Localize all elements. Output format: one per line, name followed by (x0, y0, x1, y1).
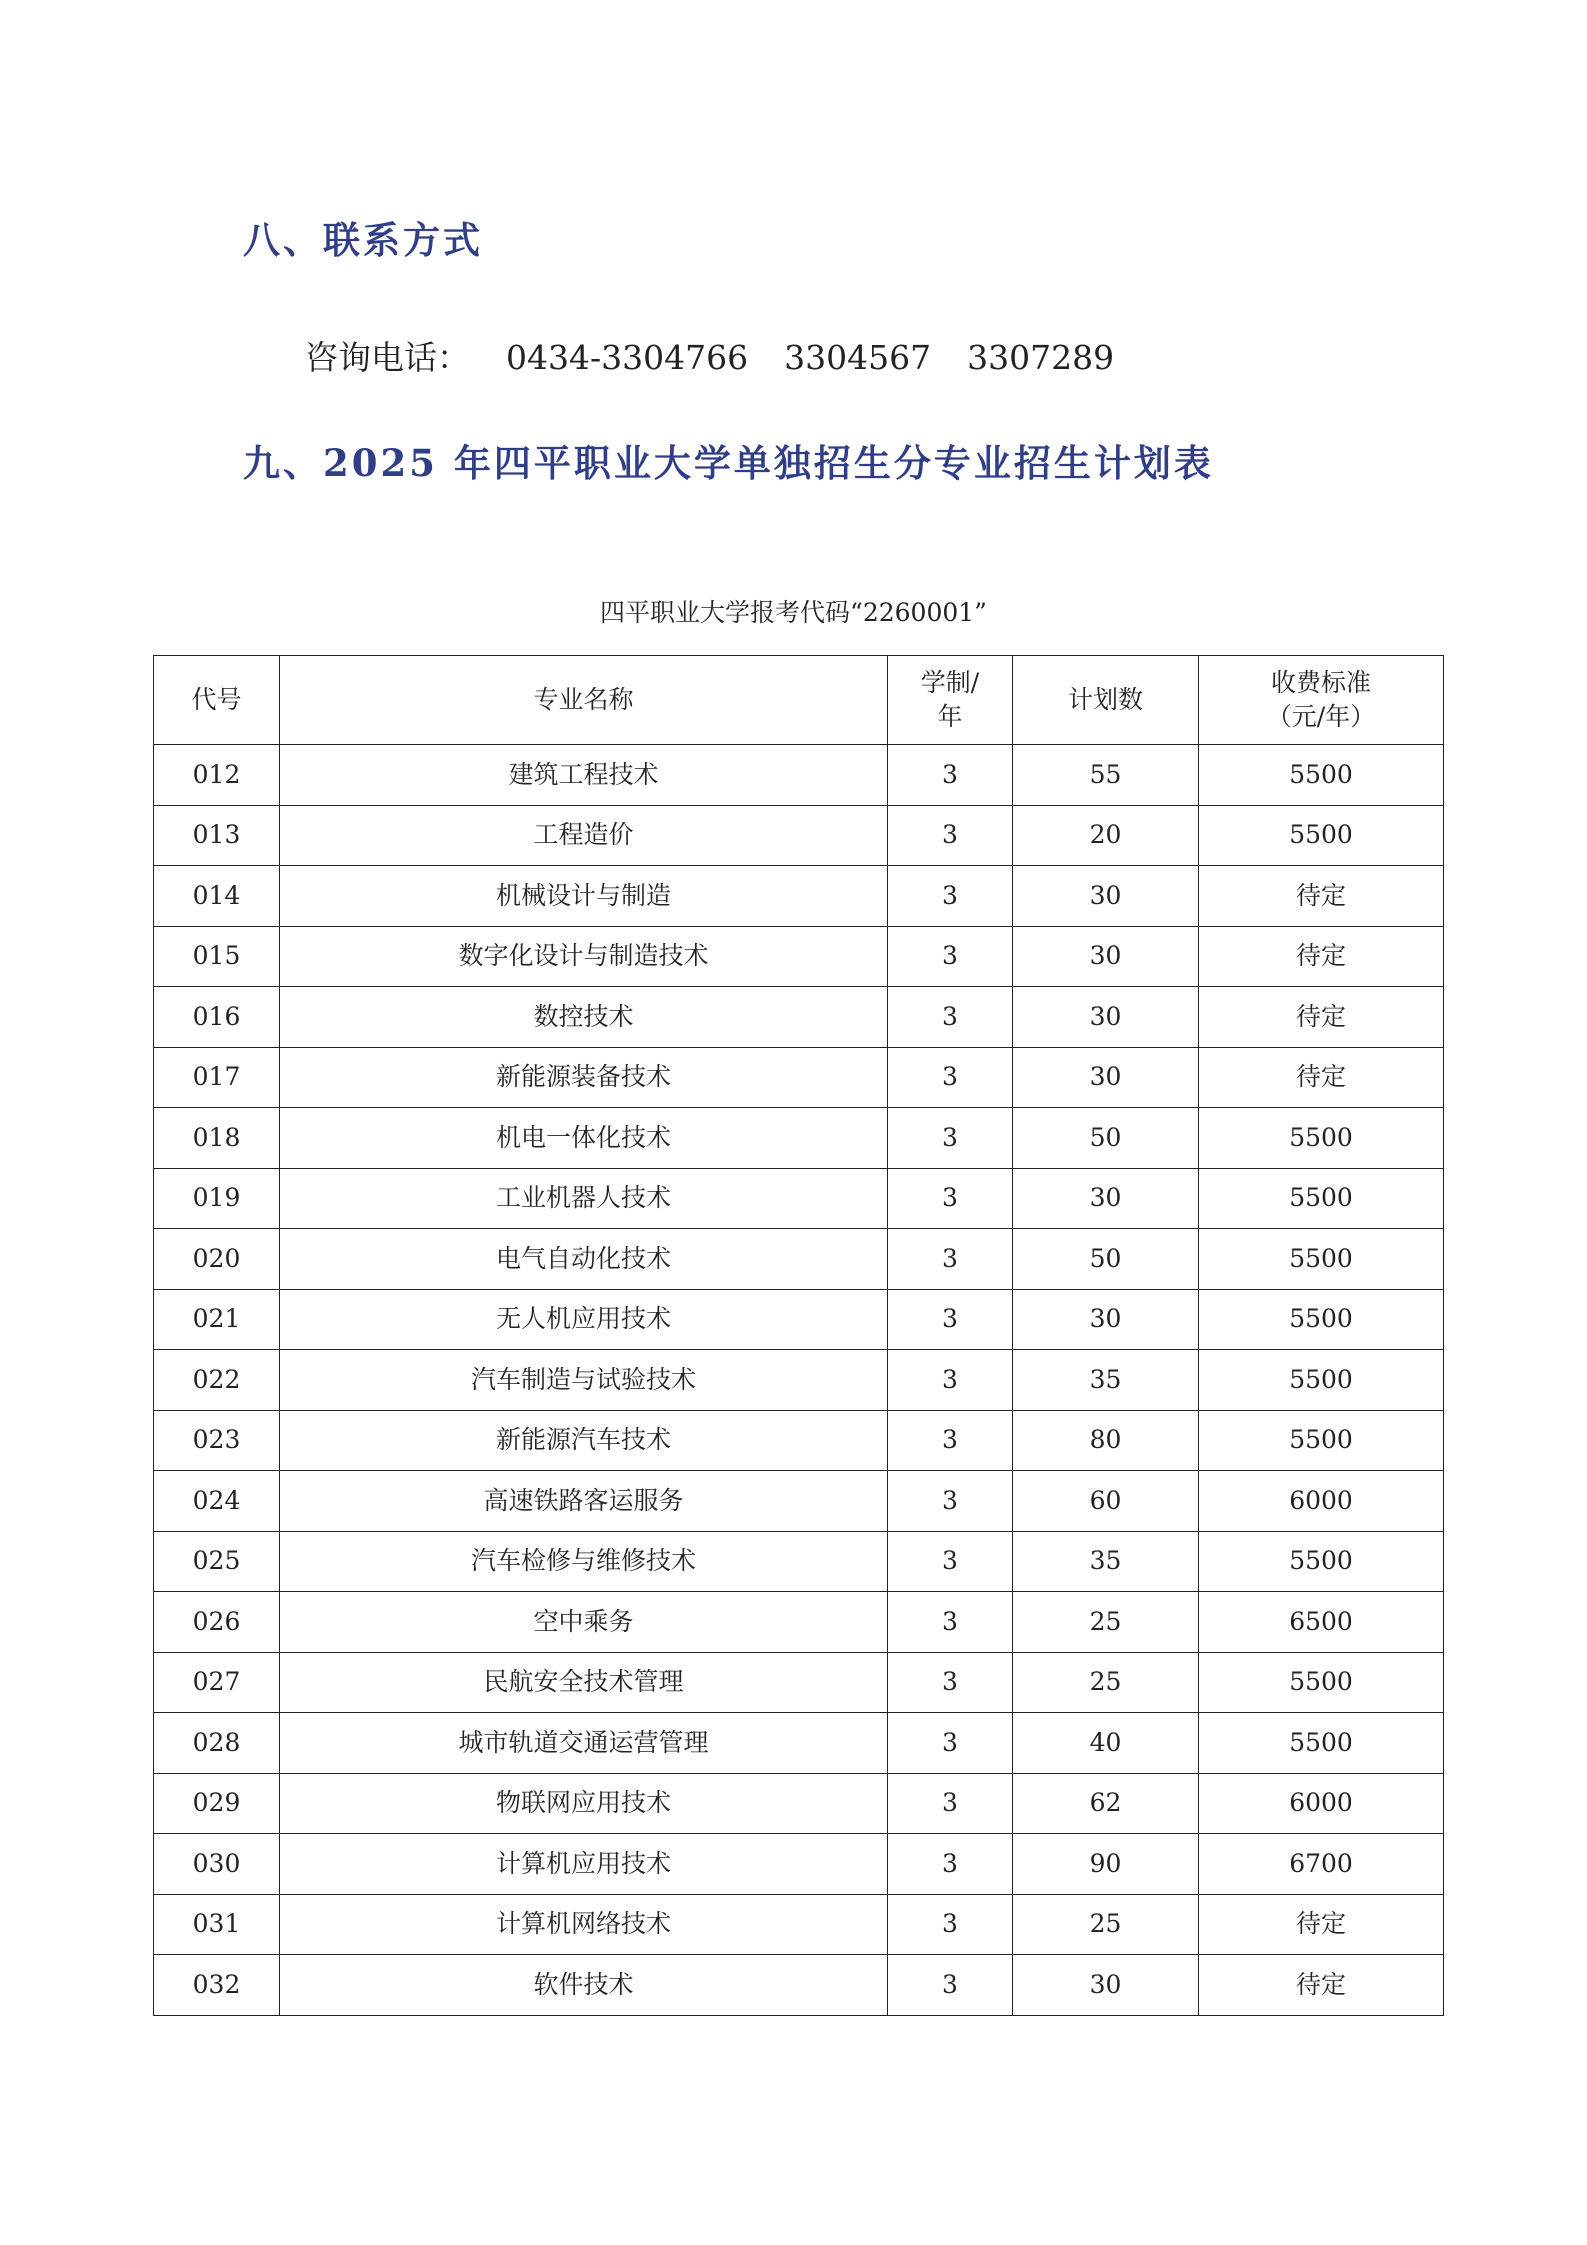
table-row (154, 1773, 1444, 1834)
cell-major-name: 空中乘务 (280, 1592, 888, 1653)
cell-plan-count: 60 (1013, 1471, 1199, 1532)
cell-major-name: 计算机网络技术 (280, 1894, 888, 1955)
table-row (154, 926, 1444, 987)
cell-major-name: 汽车检修与维修技术 (280, 1531, 888, 1592)
cell-code: 030 (154, 1834, 280, 1895)
cell-fee: 5500 (1199, 1531, 1444, 1592)
cell-code: 031 (154, 1894, 280, 1955)
cell-years: 3 (888, 1592, 1013, 1653)
header-code: 代号 (154, 656, 280, 745)
cell-major-name: 数字化设计与制造技术 (280, 926, 888, 987)
enrollment-plan-table (153, 655, 1444, 2016)
cell-code: 017 (154, 1047, 280, 1108)
cell-code: 014 (154, 866, 280, 927)
cell-code: 019 (154, 1168, 280, 1229)
cell-years: 3 (888, 1047, 1013, 1108)
cell-plan-count: 35 (1013, 1350, 1199, 1411)
cell-major-name: 工业机器人技术 (280, 1168, 888, 1229)
cell-code: 018 (154, 1108, 280, 1169)
table-row (154, 1229, 1444, 1290)
cell-major-name: 高速铁路客运服务 (280, 1471, 888, 1532)
cell-plan-count: 25 (1013, 1894, 1199, 1955)
cell-fee: 5500 (1199, 745, 1444, 806)
cell-code: 027 (154, 1652, 280, 1713)
table-row (154, 1652, 1444, 1713)
cell-code: 028 (154, 1713, 280, 1774)
cell-plan-count: 25 (1013, 1592, 1199, 1653)
contact-phone-line (305, 332, 1114, 379)
cell-code: 020 (154, 1229, 280, 1290)
cell-plan-count: 20 (1013, 805, 1199, 866)
cell-fee: 待定 (1199, 866, 1444, 927)
cell-fee: 5500 (1199, 1108, 1444, 1169)
cell-fee: 待定 (1199, 987, 1444, 1048)
table-row (154, 1289, 1444, 1350)
table-row (154, 1108, 1444, 1169)
cell-years: 3 (888, 1471, 1013, 1532)
section-heading-enrollment-plan: 九、2025 年四平职业大学单独招生分专业招生计划表 (243, 441, 1214, 485)
cell-code: 022 (154, 1350, 280, 1411)
cell-code: 023 (154, 1410, 280, 1471)
cell-code: 021 (154, 1289, 280, 1350)
cell-plan-count: 30 (1013, 1955, 1199, 2016)
cell-years: 3 (888, 1773, 1013, 1834)
header-years-line2: 年 (937, 702, 963, 731)
cell-fee: 5500 (1199, 805, 1444, 866)
cell-plan-count: 50 (1013, 1108, 1199, 1169)
header-years (888, 656, 1013, 745)
cell-plan-count: 55 (1013, 745, 1199, 806)
cell-code: 016 (154, 987, 280, 1048)
cell-fee: 待定 (1199, 1955, 1444, 2016)
cell-fee: 6500 (1199, 1592, 1444, 1653)
cell-major-name: 计算机应用技术 (280, 1834, 888, 1895)
table-row (154, 1531, 1444, 1592)
cell-major-name: 建筑工程技术 (280, 745, 888, 806)
cell-fee: 5500 (1199, 1410, 1444, 1471)
contact-label: 咨询电话： (305, 338, 470, 377)
cell-major-name: 物联网应用技术 (280, 1773, 888, 1834)
cell-years: 3 (888, 1108, 1013, 1169)
cell-years: 3 (888, 1652, 1013, 1713)
table-row (154, 1834, 1444, 1895)
table-row (154, 1955, 1444, 2016)
cell-fee: 5500 (1199, 1350, 1444, 1411)
cell-fee: 待定 (1199, 926, 1444, 987)
cell-years: 3 (888, 1229, 1013, 1290)
cell-years: 3 (888, 1350, 1013, 1411)
cell-years: 3 (888, 1410, 1013, 1471)
table-row (154, 1168, 1444, 1229)
cell-major-name: 新能源装备技术 (280, 1047, 888, 1108)
cell-years: 3 (888, 1289, 1013, 1350)
cell-years: 3 (888, 1713, 1013, 1774)
cell-fee: 待定 (1199, 1894, 1444, 1955)
cell-fee: 5500 (1199, 1168, 1444, 1229)
cell-years: 3 (888, 926, 1013, 987)
header-fee-line1: 收费标准 (1270, 668, 1371, 698)
phone-number: 0434-3304766 (506, 338, 749, 377)
table-row (154, 1713, 1444, 1774)
cell-code: 013 (154, 805, 280, 866)
cell-plan-count: 30 (1013, 1289, 1199, 1350)
cell-major-name: 民航安全技术管理 (280, 1652, 888, 1713)
header-major-name: 专业名称 (280, 656, 888, 745)
header-row (154, 656, 1444, 745)
cell-code: 025 (154, 1531, 280, 1592)
cell-code: 015 (154, 926, 280, 987)
cell-fee: 5500 (1199, 1289, 1444, 1350)
cell-major-name: 城市轨道交通运营管理 (280, 1713, 888, 1774)
cell-major-name: 工程造价 (280, 805, 888, 866)
cell-fee: 5500 (1199, 1713, 1444, 1774)
table-body (154, 745, 1444, 2016)
cell-plan-count: 30 (1013, 987, 1199, 1048)
cell-plan-count: 40 (1013, 1713, 1199, 1774)
cell-plan-count: 35 (1013, 1531, 1199, 1592)
cell-plan-count: 30 (1013, 926, 1199, 987)
cell-plan-count: 80 (1013, 1410, 1199, 1471)
table-header (154, 656, 1444, 745)
cell-years: 3 (888, 1955, 1013, 2016)
header-years-line1: 学制/ (920, 668, 980, 698)
cell-major-name: 电气自动化技术 (280, 1229, 888, 1290)
cell-major-name: 机电一体化技术 (280, 1108, 888, 1169)
cell-plan-count: 30 (1013, 1047, 1199, 1108)
header-fee (1199, 656, 1444, 745)
header-plan-count: 计划数 (1013, 656, 1199, 745)
cell-major-name: 机械设计与制造 (280, 866, 888, 927)
cell-years: 3 (888, 745, 1013, 806)
cell-code: 029 (154, 1773, 280, 1834)
cell-code: 026 (154, 1592, 280, 1653)
table-row (154, 1047, 1444, 1108)
cell-fee: 6000 (1199, 1471, 1444, 1532)
table-row (154, 1350, 1444, 1411)
table-row (154, 1410, 1444, 1471)
cell-code: 012 (154, 745, 280, 806)
cell-major-name: 无人机应用技术 (280, 1289, 888, 1350)
cell-years: 3 (888, 987, 1013, 1048)
cell-plan-count: 30 (1013, 1168, 1199, 1229)
table-row (154, 1592, 1444, 1653)
cell-plan-count: 50 (1013, 1229, 1199, 1290)
cell-plan-count: 30 (1013, 866, 1199, 927)
cell-plan-count: 90 (1013, 1834, 1199, 1895)
cell-major-name: 汽车制造与试验技术 (280, 1350, 888, 1411)
cell-years: 3 (888, 1894, 1013, 1955)
cell-fee: 6700 (1199, 1834, 1444, 1895)
table-row (154, 805, 1444, 866)
cell-code: 032 (154, 1955, 280, 2016)
cell-fee: 待定 (1199, 1047, 1444, 1108)
cell-years: 3 (888, 1168, 1013, 1229)
phone-number: 3304567 (784, 338, 932, 377)
cell-fee: 6000 (1199, 1773, 1444, 1834)
cell-years: 3 (888, 1834, 1013, 1895)
cell-major-name: 软件技术 (280, 1955, 888, 2016)
table-row (154, 866, 1444, 927)
cell-years: 3 (888, 866, 1013, 927)
cell-major-name: 新能源汽车技术 (280, 1410, 888, 1471)
cell-major-name: 数控技术 (280, 987, 888, 1048)
header-fee-line2: （元/年） (1266, 702, 1376, 731)
cell-plan-count: 62 (1013, 1773, 1199, 1834)
cell-plan-count: 25 (1013, 1652, 1199, 1713)
cell-fee: 5500 (1199, 1652, 1444, 1713)
cell-years: 3 (888, 805, 1013, 866)
table-row (154, 987, 1444, 1048)
table-caption: 四平职业大学报考代码“2260001” (600, 598, 987, 627)
table-row (154, 745, 1444, 806)
phone-number: 3307289 (967, 338, 1115, 377)
cell-code: 024 (154, 1471, 280, 1532)
table-row (154, 1894, 1444, 1955)
table-row (154, 1471, 1444, 1532)
section-heading-contact: 八、联系方式 (243, 218, 483, 262)
cell-fee: 5500 (1199, 1229, 1444, 1290)
cell-years: 3 (888, 1531, 1013, 1592)
